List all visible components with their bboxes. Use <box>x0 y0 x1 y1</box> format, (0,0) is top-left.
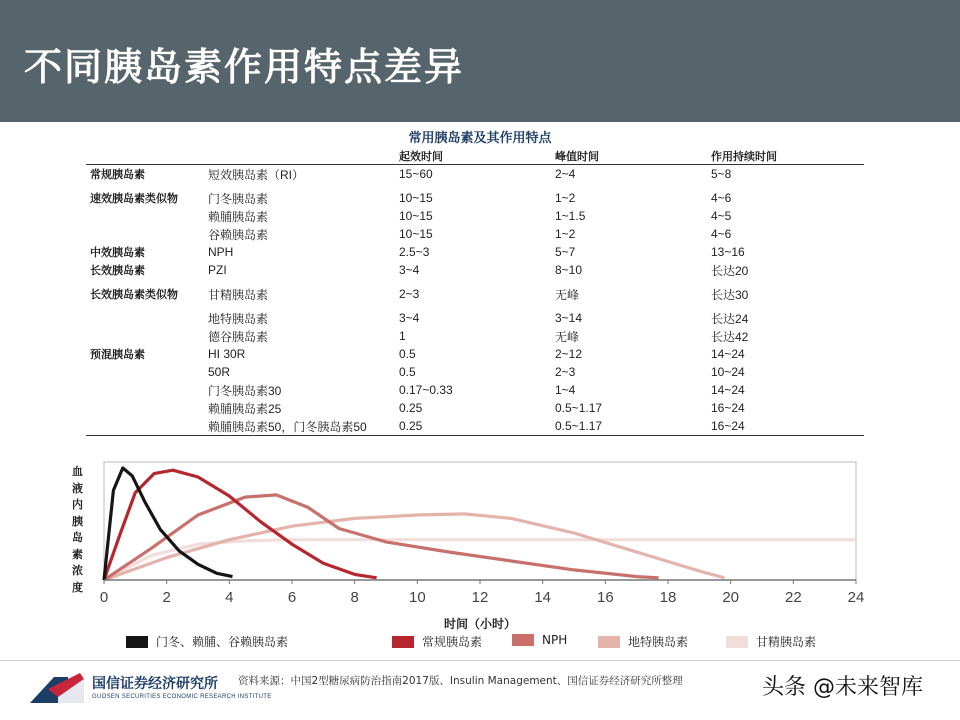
row-name: 赖脯胰岛素50，门冬胰岛素50 <box>204 417 395 436</box>
row-category <box>86 225 204 243</box>
row-category <box>86 363 204 381</box>
row-name: NPH <box>208 245 234 259</box>
legend-label: 门冬、赖脯、谷赖胰岛素 <box>156 635 289 649</box>
row-duration: 13~16 <box>711 245 745 259</box>
row-onset: 3~4 <box>399 311 420 325</box>
row-peak: 3~14 <box>555 311 583 325</box>
row-name: 赖脯胰岛素25 <box>208 401 282 416</box>
table-row <box>86 303 864 327</box>
row-onset: 2.5~3 <box>399 245 430 259</box>
row-onset: 1 <box>399 329 406 343</box>
footer-divider <box>0 660 960 661</box>
x-tick-label: 24 <box>847 589 865 606</box>
legend-label: 甘精胰岛素 <box>756 635 817 649</box>
legend-label: NPH <box>542 633 568 647</box>
row-duration: 长达20 <box>711 263 749 278</box>
row-duration: 长达24 <box>711 311 749 326</box>
row-duration: 长达30 <box>711 287 749 302</box>
row-onset: 10~15 <box>399 191 433 205</box>
row-category: 长效胰岛素类似物 <box>90 288 178 301</box>
row-category: 预混胰岛素 <box>90 348 145 361</box>
row-peak: 8~10 <box>555 263 583 277</box>
watermark: 头条 @未来智库 <box>762 675 923 700</box>
col-header-category <box>86 148 204 165</box>
row-onset: 10~15 <box>399 227 433 241</box>
x-tick-label: 0 <box>99 589 109 606</box>
table-row <box>86 417 864 436</box>
row-peak: 1~2 <box>555 191 576 205</box>
row-duration: 5~8 <box>711 167 732 181</box>
row-onset: 0.25 <box>395 417 551 436</box>
table-row <box>86 207 864 225</box>
x-tick-label: 2 <box>162 589 171 606</box>
plot-frame <box>104 462 856 580</box>
title-bar <box>0 0 960 122</box>
legend-label: 地特胰岛素 <box>628 635 689 649</box>
row-duration: 16~24 <box>707 417 864 436</box>
row-peak: 1~4 <box>555 383 576 397</box>
col-header-duration: 作用持续时间 <box>707 148 864 165</box>
table-row <box>86 399 864 417</box>
col-header-name <box>204 148 395 165</box>
row-peak: 2~3 <box>555 365 576 379</box>
col-header-peak: 峰值时间 <box>551 148 707 165</box>
x-tick-label: 10 <box>408 589 426 606</box>
row-duration: 14~24 <box>711 347 745 361</box>
series-line-2 <box>104 495 659 580</box>
row-peak: 2~12 <box>555 347 583 361</box>
legend-swatch <box>392 636 414 648</box>
row-peak: 5~7 <box>555 245 576 259</box>
row-onset: 3~4 <box>399 263 420 277</box>
legend-item <box>726 633 816 650</box>
row-category: 速效胰岛素类似物 <box>90 192 178 205</box>
row-category: 长效胰岛素 <box>90 264 145 277</box>
table-row <box>86 363 864 381</box>
table-row <box>86 243 864 261</box>
x-tick-label: 14 <box>534 589 552 606</box>
x-tick-label: 6 <box>287 589 297 606</box>
row-name: 短效胰岛素（RI） <box>208 167 305 182</box>
row-name: 地特胰岛素 <box>208 311 269 326</box>
row-name: 甘精胰岛素 <box>208 287 269 302</box>
table-row <box>86 327 864 345</box>
row-peak: 0.5~1.17 <box>551 417 707 436</box>
row-peak: 2~4 <box>555 167 576 181</box>
col-header-onset: 起效时间 <box>395 148 551 165</box>
row-onset: 0.5 <box>399 365 416 379</box>
table-row <box>86 345 864 363</box>
legend-swatch <box>726 636 748 648</box>
source-note: 资料来源：中国2型糖尿病防治指南2017版、Insulin Management、国信证券经济研究所整理 <box>238 675 683 687</box>
row-duration: 14~24 <box>711 383 745 397</box>
row-name: 门冬胰岛素30 <box>208 383 282 398</box>
table-row <box>86 261 864 279</box>
x-tick-label: 16 <box>596 589 614 606</box>
row-duration: 4~6 <box>711 227 732 241</box>
y-axis-label: 血液内胰岛素浓度 <box>72 465 83 594</box>
row-peak: 无峰 <box>555 287 580 302</box>
row-peak: 0.5~1.17 <box>555 401 603 415</box>
x-tick-label: 18 <box>659 589 677 606</box>
legend-item <box>512 633 567 647</box>
x-tick-label: 8 <box>350 589 359 606</box>
table-title: 常用胰岛素及其作用特点 <box>408 131 552 146</box>
legend-swatch <box>598 636 620 648</box>
row-category: 中效胰岛素 <box>90 246 145 259</box>
table-header-row <box>86 148 864 165</box>
table-row <box>86 183 864 207</box>
row-peak: 无峰 <box>555 329 580 344</box>
row-onset: 0.17~0.33 <box>399 383 453 397</box>
table-row <box>86 165 864 184</box>
chart-svg <box>60 458 880 658</box>
row-peak: 1~1.5 <box>555 209 586 223</box>
x-axis-label: 时间（小时） <box>443 617 517 631</box>
org-name: 国信证券经济研究所 <box>92 676 218 692</box>
row-name: 门冬胰岛素 <box>208 191 269 206</box>
row-onset: 0.25 <box>399 401 423 415</box>
table-body <box>86 165 864 436</box>
row-category <box>86 381 204 399</box>
x-tick-label: 12 <box>471 589 489 606</box>
x-tick-label: 22 <box>784 589 802 606</box>
legend-label: 常规胰岛素 <box>422 635 483 649</box>
row-name: 谷赖胰岛素 <box>208 227 269 242</box>
legend-item <box>126 633 288 650</box>
row-onset: 0.5 <box>399 347 416 361</box>
x-tick-label: 4 <box>225 589 234 606</box>
row-category <box>86 399 204 417</box>
row-peak: 1~2 <box>555 227 576 241</box>
insulin-curve-chart <box>60 458 880 658</box>
row-category <box>86 417 204 436</box>
guosen-logo <box>28 669 88 707</box>
table-row <box>86 225 864 243</box>
org-name-en: GUOSEN SECURITIES ECONOMIC RESEARCH INSTITUTE <box>92 694 272 700</box>
row-name: 德谷胰岛素 <box>208 329 269 344</box>
row-onset: 15~60 <box>399 167 433 181</box>
row-category <box>86 327 204 345</box>
row-name: 赖脯胰岛素 <box>208 209 269 224</box>
row-category <box>86 207 204 225</box>
row-onset: 10~15 <box>399 209 433 223</box>
row-category: 常规胰岛素 <box>90 168 145 181</box>
legend-swatch <box>126 636 148 648</box>
legend-swatch <box>512 634 534 646</box>
row-duration: 4~6 <box>711 191 732 205</box>
row-duration: 16~24 <box>711 401 745 415</box>
insulin-table <box>86 148 864 436</box>
page-title: 不同胰岛素作用特点差异 <box>24 45 465 89</box>
legend-item <box>392 633 482 650</box>
row-name: 50R <box>208 365 231 379</box>
legend-item <box>598 633 688 650</box>
table-row <box>86 279 864 303</box>
row-duration: 10~24 <box>711 365 745 379</box>
row-name: HI 30R <box>208 347 246 361</box>
table-row <box>86 381 864 399</box>
row-category <box>86 303 204 327</box>
row-name: PZI <box>208 263 227 277</box>
row-duration: 4~5 <box>711 209 732 223</box>
x-tick-label: 20 <box>722 589 740 606</box>
chart-legend <box>126 633 846 653</box>
row-onset: 2~3 <box>399 287 420 301</box>
row-duration: 长达42 <box>711 329 749 344</box>
